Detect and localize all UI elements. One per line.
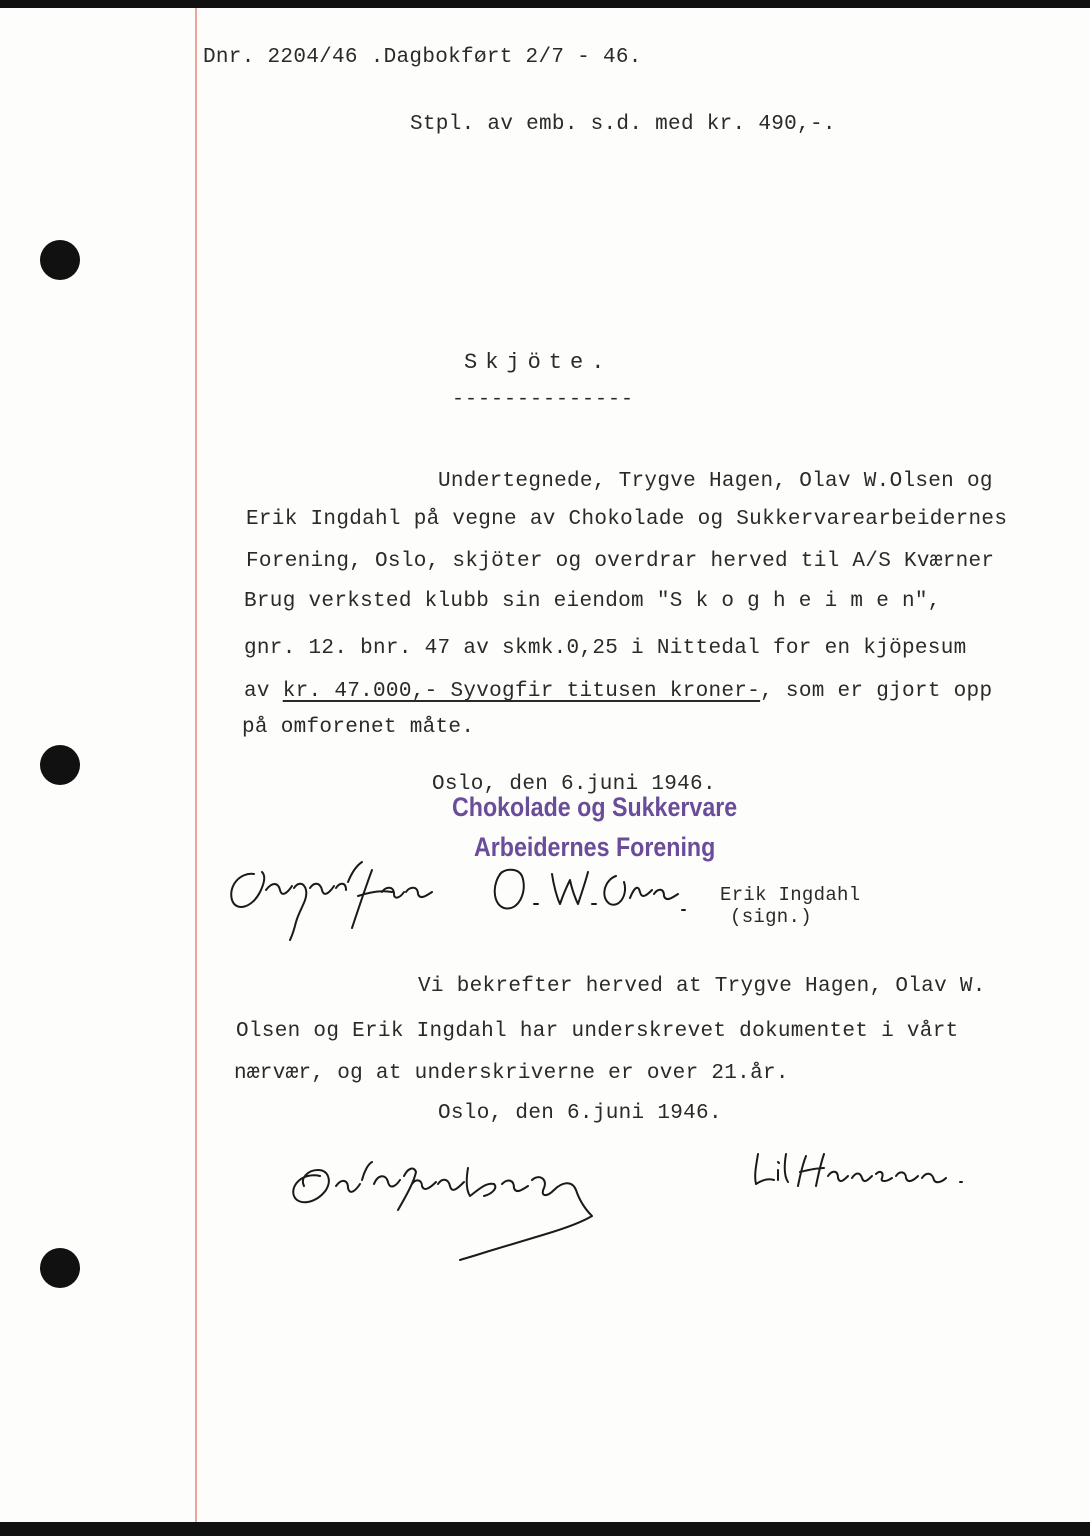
price-line xyxy=(244,680,992,703)
deed-place-date: Oslo, den 6.juni 1946. xyxy=(432,773,716,796)
signature-witness-2 xyxy=(748,1146,978,1196)
price-suffix: , som er gjort opp xyxy=(760,680,993,703)
organization-stamp-line2: Arbeidernes Forening xyxy=(474,832,716,862)
punch-hole xyxy=(40,745,80,785)
reference-line: Dnr. 2204/46 .Dagbokført 2/7 - 46. xyxy=(203,46,642,69)
signature-trygve-hagen xyxy=(222,852,442,944)
purchase-price: kr. 47.000,- Syvogfir titusen kroner- xyxy=(282,680,761,703)
punch-hole xyxy=(40,1248,80,1288)
third-signer-note: (sign.) xyxy=(730,906,812,928)
signature-witness-1 xyxy=(286,1150,666,1268)
body-line: Forening, Oslo, skjöter og overdrar herved til A/S Kværner xyxy=(246,550,995,573)
third-signer-name: Erik Ingdahl xyxy=(720,884,861,906)
price-prefix: av xyxy=(244,680,283,703)
body-line: gnr. 12. bnr. 47 av skmk.0,25 i Nittedal for en kjöpesum xyxy=(244,637,967,660)
body-line: Erik Ingdahl på vegne av Chokolade og Sukkervarearbeidernes xyxy=(246,508,1008,531)
stamp-fee-line: Stpl. av emb. s.d. med kr. 490,-. xyxy=(410,113,836,136)
body-line: Undertegnede, Trygve Hagen, Olav W.Olsen og xyxy=(438,470,993,493)
body-line: på omforenet måte. xyxy=(242,716,475,739)
deed-title: Skjöte. xyxy=(464,350,613,375)
witness-line: nærvær, og at underskriverne er over 21.år. xyxy=(234,1062,789,1085)
witness-place-date: Oslo, den 6.juni 1946. xyxy=(438,1102,722,1125)
margin-line xyxy=(195,8,197,1522)
scan-bottom-border xyxy=(0,1522,1090,1536)
body-line: Brug verksted klubb sin eiendom "S k o g h e i m e n", xyxy=(244,590,941,613)
witness-line: Olsen og Erik Ingdahl har underskrevet dokumentet i vårt xyxy=(236,1020,959,1043)
scan-top-border xyxy=(0,0,1090,8)
witness-line: Vi bekrefter herved at Trygve Hagen, Olav W. xyxy=(418,975,986,998)
punch-hole xyxy=(40,240,80,280)
signature-olav-w-olsen xyxy=(488,858,688,920)
organization-stamp-line1: Chokolade og Sukkervare xyxy=(452,792,738,822)
title-rule: -------------- xyxy=(452,388,635,411)
